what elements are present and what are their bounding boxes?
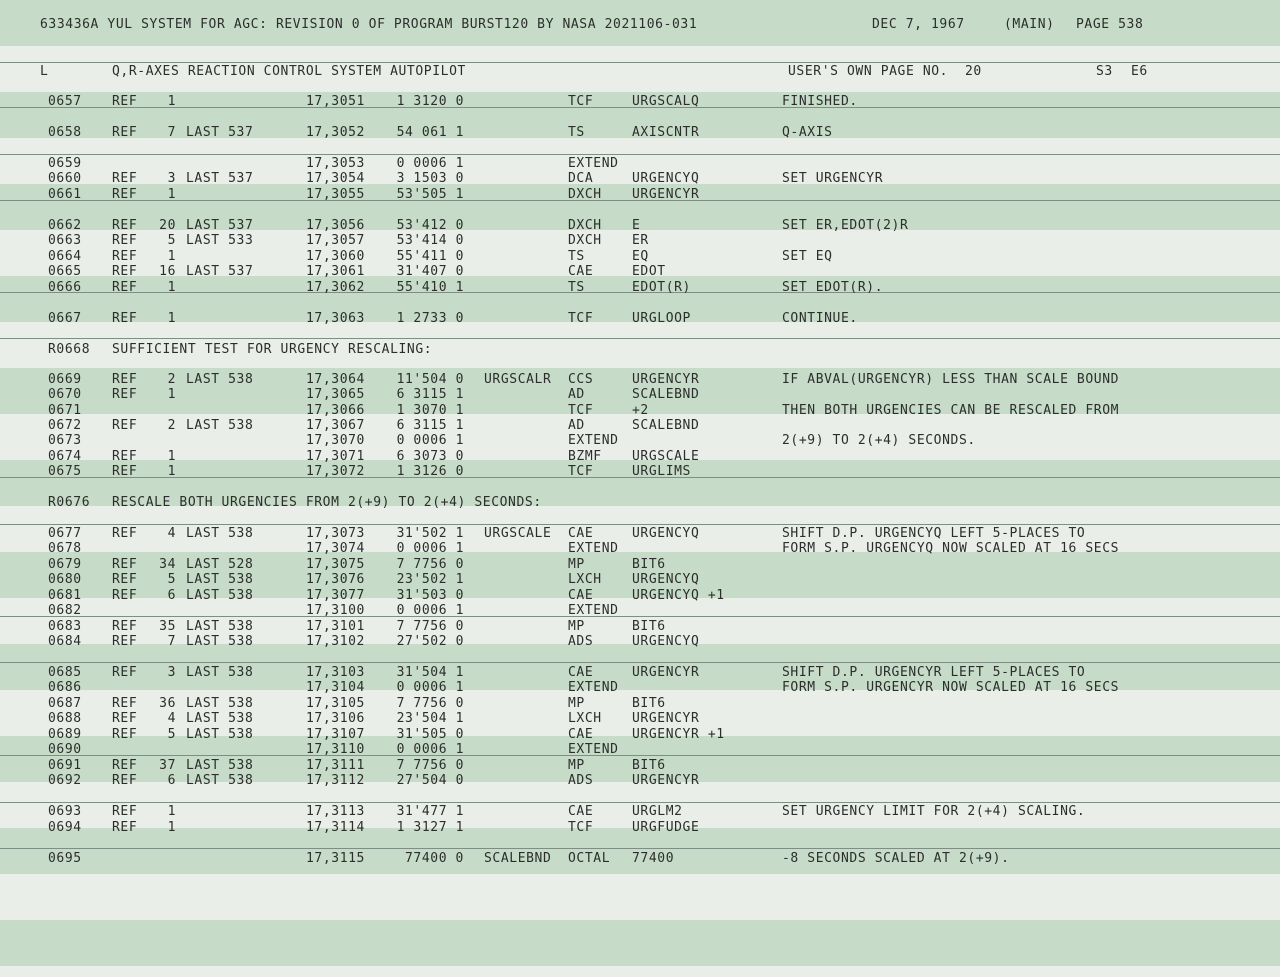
ref-count: 2: [167, 418, 176, 433]
opcode: TS: [568, 249, 585, 264]
address: 17,3110: [306, 742, 365, 757]
octal-word: 1 3126 0: [396, 464, 464, 479]
ref-label: REF: [112, 619, 138, 634]
address: 17,3074: [306, 541, 365, 556]
address: 17,3057: [306, 233, 365, 248]
line-number: 0663: [48, 233, 82, 248]
octal-word: 1 3120 0: [396, 94, 464, 109]
opcode: DXCH: [568, 233, 602, 248]
header-title: 633436A YUL SYSTEM FOR AGC: REVISION 0 OF PROGRAM BURST120 BY NASA 2021106-031: [40, 17, 698, 32]
opcode: MP: [568, 758, 585, 773]
last-page-ref: LAST 533: [186, 233, 254, 248]
opcode: TS: [568, 280, 585, 295]
ref-label: REF: [112, 634, 138, 649]
subheader-marker: L: [40, 64, 49, 79]
address: 17,3077: [306, 588, 365, 603]
line-number: 0669: [48, 372, 82, 387]
address: 17,3106: [306, 711, 365, 726]
operand: URGENCYR: [632, 665, 700, 680]
comment: Q-AXIS: [782, 125, 833, 140]
line-number: 0692: [48, 773, 82, 788]
ruled-line: [0, 62, 1280, 63]
ref-label: REF: [112, 696, 138, 711]
ref-label: REF: [112, 280, 138, 295]
octal-word: 6 3073 0: [396, 449, 464, 464]
subheader-code-e6: E6: [1131, 64, 1148, 79]
octal-word: 54 061 1: [396, 125, 464, 140]
ref-label: REF: [112, 387, 138, 402]
operand: EQ: [632, 249, 649, 264]
opcode: LXCH: [568, 572, 602, 587]
last-page-ref: LAST 538: [186, 619, 254, 634]
comment: FINISHED.: [782, 94, 858, 109]
octal-word: 53'505 1: [396, 187, 464, 202]
ref-label: REF: [112, 758, 138, 773]
octal-word: 27'502 0: [396, 634, 464, 649]
opcode: MP: [568, 557, 585, 572]
last-page-ref: LAST 538: [186, 696, 254, 711]
ref-count: 35: [159, 619, 176, 634]
ref-count: 20: [159, 218, 176, 233]
ref-label: REF: [112, 773, 138, 788]
opcode: CAE: [568, 727, 594, 742]
comment: SET URGENCY LIMIT FOR 2(+4) SCALING.: [782, 804, 1086, 819]
operand: URGENCYQ: [632, 526, 700, 541]
ref-count: 1: [167, 249, 176, 264]
address: 17,3103: [306, 665, 365, 680]
last-page-ref: LAST 538: [186, 634, 254, 649]
last-page-ref: LAST 538: [186, 372, 254, 387]
ref-count: 1: [167, 804, 176, 819]
last-page-ref: LAST 538: [186, 773, 254, 788]
comment: SET URGENCYR: [782, 171, 884, 186]
ruled-line: [0, 848, 1280, 849]
opcode: DCA: [568, 171, 594, 186]
ruled-line: [0, 662, 1280, 663]
line-number: 0685: [48, 665, 82, 680]
opcode: CAE: [568, 804, 594, 819]
opcode: TS: [568, 125, 585, 140]
opcode: DXCH: [568, 218, 602, 233]
octal-word: 31'407 0: [396, 264, 464, 279]
opcode: MP: [568, 619, 585, 634]
operand: URGENCYR: [632, 187, 700, 202]
address: 17,3104: [306, 680, 365, 695]
octal-word: 53'414 0: [396, 233, 464, 248]
symbol-label: URGSCALE: [484, 526, 552, 541]
line-number: 0683: [48, 619, 82, 634]
address: 17,3061: [306, 264, 365, 279]
opcode: CAE: [568, 526, 594, 541]
address: 17,3115: [306, 851, 365, 866]
operand: URGENCYR +1: [632, 727, 725, 742]
line-number: 0690: [48, 742, 82, 757]
ruled-line: [0, 802, 1280, 803]
line-number: 0670: [48, 387, 82, 402]
octal-word: 7 7756 0: [396, 758, 464, 773]
ref-label: REF: [112, 526, 138, 541]
last-page-ref: LAST 538: [186, 727, 254, 742]
octal-word: 6 3115 1: [396, 418, 464, 433]
line-number: 0682: [48, 603, 82, 618]
comment: FORM S.P. URGENCYR NOW SCALED AT 16 SECS: [782, 680, 1120, 695]
opcode: BZMF: [568, 449, 602, 464]
ref-count: 4: [167, 526, 176, 541]
octal-word: 11'504 0: [396, 372, 464, 387]
ref-label: REF: [112, 820, 138, 835]
opcode: EXTEND: [568, 156, 619, 171]
line-number: 0684: [48, 634, 82, 649]
address: 17,3065: [306, 387, 365, 402]
ref-count: 36: [159, 696, 176, 711]
line-number: 0695: [48, 851, 82, 866]
address: 17,3056: [306, 218, 365, 233]
comment: SHIFT D.P. URGENCYQ LEFT 5-PLACES TO: [782, 526, 1086, 541]
address: 17,3070: [306, 433, 365, 448]
line-number: 0665: [48, 264, 82, 279]
ref-label: REF: [112, 572, 138, 587]
comment: SET EQ: [782, 249, 833, 264]
address: 17,3054: [306, 171, 365, 186]
address: 17,3075: [306, 557, 365, 572]
line-number: 0686: [48, 680, 82, 695]
octal-word: 31'503 0: [396, 588, 464, 603]
ref-count: 5: [167, 727, 176, 742]
symbol-label: URGSCALR: [484, 372, 552, 387]
operand: URGSCALQ: [632, 94, 700, 109]
line-number: 0681: [48, 588, 82, 603]
comment: CONTINUE.: [782, 311, 858, 326]
comment: THEN BOTH URGENCIES CAN BE RESCALED FROM: [782, 403, 1120, 418]
ref-label: REF: [112, 804, 138, 819]
ref-count: 1: [167, 820, 176, 835]
operand: URGENCYQ +1: [632, 588, 725, 603]
octal-word: 6 3115 1: [396, 387, 464, 402]
operand: BIT6: [632, 696, 666, 711]
operand: EDOT: [632, 264, 666, 279]
last-page-ref: LAST 538: [186, 758, 254, 773]
symbol-label: SCALEBND: [484, 851, 552, 866]
header-page: PAGE 538: [1076, 17, 1144, 32]
ruled-line: [0, 154, 1280, 155]
ruled-line: [0, 616, 1280, 617]
opcode: ADS: [568, 773, 594, 788]
ruled-line: [0, 338, 1280, 339]
line-number: 0664: [48, 249, 82, 264]
operand: URGSCALE: [632, 449, 700, 464]
line-number: 0688: [48, 711, 82, 726]
last-page-ref: LAST 537: [186, 218, 254, 233]
line-number: 0662: [48, 218, 82, 233]
opcode: EXTEND: [568, 742, 619, 757]
octal-word: 27'504 0: [396, 773, 464, 788]
opcode: ADS: [568, 634, 594, 649]
line-number: 0661: [48, 187, 82, 202]
octal-word: 1 2733 0: [396, 311, 464, 326]
ref-count: 1: [167, 94, 176, 109]
line-number: R0668: [48, 342, 91, 357]
opcode: EXTEND: [568, 680, 619, 695]
users-page-number: USER'S OWN PAGE NO. 20: [788, 64, 982, 79]
last-page-ref: LAST 538: [186, 665, 254, 680]
octal-word: 7 7756 0: [396, 557, 464, 572]
address: 17,3113: [306, 804, 365, 819]
address: 17,3102: [306, 634, 365, 649]
address: 17,3107: [306, 727, 365, 742]
address: 17,3105: [306, 696, 365, 711]
operand: URGENCYQ: [632, 171, 700, 186]
ref-count: 1: [167, 311, 176, 326]
line-number: 0671: [48, 403, 82, 418]
address: 17,3066: [306, 403, 365, 418]
octal-word: 1 3127 1: [396, 820, 464, 835]
ref-count: 3: [167, 171, 176, 186]
line-number: 0678: [48, 541, 82, 556]
ref-count: 37: [159, 758, 176, 773]
ref-count: 1: [167, 280, 176, 295]
address: 17,3060: [306, 249, 365, 264]
ref-count: 6: [167, 773, 176, 788]
operand: URGENCYR: [632, 711, 700, 726]
operand: URGENCYR: [632, 372, 700, 387]
header-date: DEC 7, 1967: [872, 17, 965, 32]
remark-heading: RESCALE BOTH URGENCIES FROM 2(+9) TO 2(+4) SECONDS:: [112, 495, 542, 510]
line-number: R0676: [48, 495, 91, 510]
subheader-code-s3: S3: [1096, 64, 1113, 79]
operand: URGFUDGE: [632, 820, 700, 835]
opcode: CCS: [568, 372, 594, 387]
line-number: 0672: [48, 418, 82, 433]
ref-label: REF: [112, 711, 138, 726]
line-number: 0675: [48, 464, 82, 479]
comment: 2(+9) TO 2(+4) SECONDS.: [782, 433, 976, 448]
opcode: EXTEND: [568, 603, 619, 618]
ref-label: REF: [112, 727, 138, 742]
ref-count: 6: [167, 588, 176, 603]
address: 17,3052: [306, 125, 365, 140]
ref-label: REF: [112, 264, 138, 279]
octal-word: 55'410 1: [396, 280, 464, 295]
line-number: 0667: [48, 311, 82, 326]
opcode: CAE: [568, 665, 594, 680]
ruled-line: [0, 755, 1280, 756]
address: 17,3055: [306, 187, 365, 202]
octal-word: 0 0006 1: [396, 433, 464, 448]
line-number: 0694: [48, 820, 82, 835]
octal-word: 0 0006 1: [396, 541, 464, 556]
opcode: AD: [568, 387, 585, 402]
octal-word: 53'412 0: [396, 218, 464, 233]
address: 17,3051: [306, 94, 365, 109]
address: 17,3067: [306, 418, 365, 433]
remark-heading: SUFFICIENT TEST FOR URGENCY RESCALING:: [112, 342, 433, 357]
line-number: 0660: [48, 171, 82, 186]
operand: +2: [632, 403, 649, 418]
ref-count: 7: [167, 634, 176, 649]
opcode: AD: [568, 418, 585, 433]
ref-label: REF: [112, 311, 138, 326]
operand: AXISCNTR: [632, 125, 700, 140]
operand: 77400: [632, 851, 675, 866]
operand: E: [632, 218, 641, 233]
operand: BIT6: [632, 557, 666, 572]
address: 17,3100: [306, 603, 365, 618]
operand: SCALEBND: [632, 418, 700, 433]
opcode: EXTEND: [568, 541, 619, 556]
ref-label: REF: [112, 125, 138, 140]
opcode: TCF: [568, 464, 594, 479]
ref-count: 2: [167, 372, 176, 387]
line-number: 0666: [48, 280, 82, 295]
octal-word: 3 1503 0: [396, 171, 464, 186]
line-number: 0689: [48, 727, 82, 742]
last-page-ref: LAST 538: [186, 572, 254, 587]
operand: URGLIMS: [632, 464, 691, 479]
operand: URGENCYQ: [632, 634, 700, 649]
octal-word: 0 0006 1: [396, 603, 464, 618]
ref-label: REF: [112, 418, 138, 433]
line-number: 0679: [48, 557, 82, 572]
address: 17,3071: [306, 449, 365, 464]
ref-label: REF: [112, 218, 138, 233]
address: 17,3101: [306, 619, 365, 634]
octal-word: 0 0006 1: [396, 742, 464, 757]
last-page-ref: LAST 538: [186, 711, 254, 726]
comment: FORM S.P. URGENCYQ NOW SCALED AT 16 SECS: [782, 541, 1120, 556]
subheader-title: Q,R-AXES REACTION CONTROL SYSTEM AUTOPILOT: [112, 64, 466, 79]
ref-count: 16: [159, 264, 176, 279]
ref-count: 3: [167, 665, 176, 680]
operand: EDOT(R): [632, 280, 691, 295]
ref-label: REF: [112, 665, 138, 680]
opcode: TCF: [568, 94, 594, 109]
octal-word: 55'411 0: [396, 249, 464, 264]
line-number: 0687: [48, 696, 82, 711]
last-page-ref: LAST 528: [186, 557, 254, 572]
ref-count: 1: [167, 464, 176, 479]
ref-label: REF: [112, 464, 138, 479]
ref-count: 1: [167, 449, 176, 464]
octal-word: 31'505 0: [396, 727, 464, 742]
address: 17,3062: [306, 280, 365, 295]
line-number: 0680: [48, 572, 82, 587]
comment: IF ABVAL(URGENCYR) LESS THAN SCALE BOUND: [782, 372, 1120, 387]
octal-word: 77400 0: [405, 851, 464, 866]
opcode: DXCH: [568, 187, 602, 202]
line-number: 0677: [48, 526, 82, 541]
operand: URGLOOP: [632, 311, 691, 326]
operand: ER: [632, 233, 649, 248]
ref-label: REF: [112, 94, 138, 109]
line-number: 0658: [48, 125, 82, 140]
octal-word: 31'502 1: [396, 526, 464, 541]
ref-count: 1: [167, 387, 176, 402]
operand: BIT6: [632, 758, 666, 773]
address: 17,3053: [306, 156, 365, 171]
octal-word: 1 3070 1: [396, 403, 464, 418]
octal-word: 31'504 1: [396, 665, 464, 680]
opcode: CAE: [568, 264, 594, 279]
opcode: TCF: [568, 820, 594, 835]
octal-word: 7 7756 0: [396, 619, 464, 634]
octal-word: 31'477 1: [396, 804, 464, 819]
last-page-ref: LAST 537: [186, 264, 254, 279]
line-number: 0674: [48, 449, 82, 464]
comment: SHIFT D.P. URGENCYR LEFT 5-PLACES TO: [782, 665, 1086, 680]
last-page-ref: LAST 538: [186, 418, 254, 433]
ref-count: 34: [159, 557, 176, 572]
ref-label: REF: [112, 187, 138, 202]
ref-count: 5: [167, 233, 176, 248]
line-number: 0691: [48, 758, 82, 773]
address: 17,3073: [306, 526, 365, 541]
ref-label: REF: [112, 449, 138, 464]
ref-count: 4: [167, 711, 176, 726]
ref-count: 7: [167, 125, 176, 140]
header-section: (MAIN): [1004, 17, 1055, 32]
address: 17,3111: [306, 758, 365, 773]
line-number: 0673: [48, 433, 82, 448]
last-page-ref: LAST 537: [186, 171, 254, 186]
octal-word: 23'502 1: [396, 572, 464, 587]
ref-label: REF: [112, 171, 138, 186]
ref-label: REF: [112, 233, 138, 248]
opcode: OCTAL: [568, 851, 611, 866]
address: 17,3112: [306, 773, 365, 788]
operand: URGLM2: [632, 804, 683, 819]
line-number: 0693: [48, 804, 82, 819]
octal-word: 7 7756 0: [396, 696, 464, 711]
opcode: EXTEND: [568, 433, 619, 448]
last-page-ref: LAST 537: [186, 125, 254, 140]
ref-label: REF: [112, 372, 138, 387]
opcode: CAE: [568, 588, 594, 603]
address: 17,3072: [306, 464, 365, 479]
address: 17,3063: [306, 311, 365, 326]
opcode: MP: [568, 696, 585, 711]
comment: SET EDOT(R).: [782, 280, 884, 295]
line-number: 0659: [48, 156, 82, 171]
ruled-line: [0, 524, 1280, 525]
ref-label: REF: [112, 557, 138, 572]
ref-count: 1: [167, 187, 176, 202]
ref-count: 5: [167, 572, 176, 587]
last-page-ref: LAST 538: [186, 588, 254, 603]
ref-label: REF: [112, 588, 138, 603]
comment: -8 SECONDS SCALED AT 2(+9).: [782, 851, 1010, 866]
comment: SET ER,EDOT(2)R: [782, 218, 909, 233]
octal-word: 23'504 1: [396, 711, 464, 726]
operand: URGENCYR: [632, 773, 700, 788]
ref-label: REF: [112, 249, 138, 264]
operand: BIT6: [632, 619, 666, 634]
octal-word: 0 0006 1: [396, 680, 464, 695]
address: 17,3076: [306, 572, 365, 587]
operand: URGENCYQ: [632, 572, 700, 587]
opcode: TCF: [568, 311, 594, 326]
opcode: TCF: [568, 403, 594, 418]
octal-word: 0 0006 1: [396, 156, 464, 171]
opcode: LXCH: [568, 711, 602, 726]
last-page-ref: LAST 538: [186, 526, 254, 541]
line-number: 0657: [48, 94, 82, 109]
address: 17,3114: [306, 820, 365, 835]
address: 17,3064: [306, 372, 365, 387]
operand: SCALEBND: [632, 387, 700, 402]
